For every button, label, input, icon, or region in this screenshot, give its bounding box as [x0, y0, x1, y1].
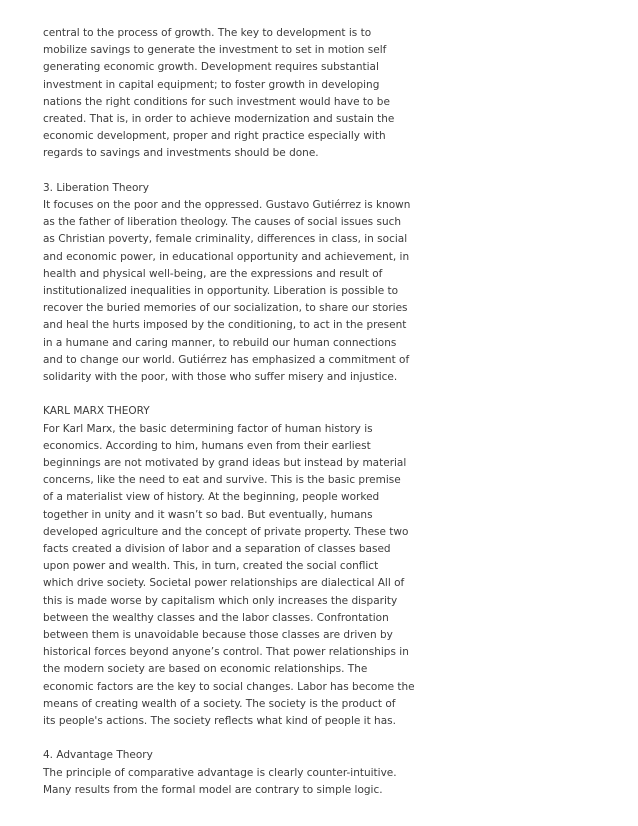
text-line: which drive society. Societal power relationships are dialectical All of — [43, 577, 405, 590]
text-line: historical forces beyond anyone’s control. That power relationships in — [43, 646, 409, 659]
paragraph-spacer — [43, 163, 393, 180]
text-line: means of creating wealth of a society. The society is the product of — [43, 697, 396, 710]
text-line: concerns, like the need to eat and survive. This is the basic premise — [43, 474, 401, 487]
text-line: of a materialist view of history. At the beginning, people worked — [43, 491, 380, 504]
text-line: and economic power, in educational opportunity and achievement, in — [43, 250, 410, 263]
text-line: and to change our world. Gutiérrez has emphasized a commitment of — [43, 353, 410, 366]
text-line: economic factors are the key to social changes. Labor has become the — [43, 680, 415, 693]
text-line: central to the process of growth. The key to development is to — [43, 27, 372, 39]
section-heading: 4. Advantage Theory — [43, 749, 153, 762]
text-line: upon power and wealth. This, in turn, created the social conflict — [43, 560, 379, 573]
text-line: It focuses on the poor and the oppressed. Gustavo Gutiérrez is known — [43, 199, 411, 212]
growth-paragraph — [43, 25, 393, 163]
text-line: as the father of liberation theology. The causes of social issues such — [43, 216, 402, 229]
text-line: nations the right conditions for such investment would have to be — [43, 95, 390, 108]
advantage-theory-section — [43, 747, 397, 799]
text-line: the modern society are based on economic relationships. The — [43, 663, 368, 676]
text-line: created. That is, in order to achieve modernization and sustain the — [43, 113, 395, 126]
section-heading: KARL MARX THEORY — [43, 405, 150, 418]
text-line: in a humane and caring manner, to rebuild our human connections — [43, 336, 397, 349]
text-line: this is made worse by capitalism which only increases the disparity — [43, 594, 398, 607]
liberation-theory-section — [43, 180, 411, 386]
text-line: regards to savings and investments should be done. — [43, 147, 319, 160]
text-line: recover the buried memories of our socialization, to share our stories — [43, 302, 408, 315]
text-line: Many results from the formal model are contrary to simple logic. — [43, 783, 383, 796]
text-line: solidarity with the poor, with those who suffer misery and injustice. — [43, 371, 398, 384]
text-line: its people's actions. The society reflects what kind of people it has. — [43, 715, 396, 728]
section-heading: 3. Liberation Theory — [43, 181, 149, 194]
text-line: generating economic growth. Development requires substantial — [43, 61, 379, 74]
text-line: economics. According to him, humans even from their earliest — [43, 439, 371, 452]
text-line: between them is unavoidable because those classes are driven by — [43, 629, 393, 642]
text-line: together in unity and it wasn’t so bad. But eventually, humans — [43, 508, 373, 521]
text-line: The principle of comparative advantage is clearly counter-intuitive. — [43, 766, 397, 779]
text-line: For Karl Marx, the basic determining factor of human history is — [43, 422, 373, 435]
text-line: facts created a division of labor and a separation of classes based — [43, 543, 391, 556]
text-line: beginnings are not motivated by grand ideas but instead by material — [43, 457, 407, 470]
text-line: between the wealthy classes and the labor classes. Confrontation — [43, 611, 389, 624]
text-line: mobilize savings to generate the investment to set in motion self — [43, 44, 387, 57]
text-line: health and physical well-being, are the expressions and result of — [43, 267, 383, 280]
document-page — [43, 25, 415, 799]
paragraph-spacer — [43, 730, 393, 747]
text-line: economic development, proper and right practice especially with — [43, 130, 386, 143]
paragraph-spacer — [43, 386, 393, 403]
text-line: developed agriculture and the concept of private property. These two — [43, 525, 409, 538]
text-line: institutionalized inequalities in opportunity. Liberation is possible to — [43, 285, 399, 298]
text-line: investment in capital equipment; to foster growth in developing — [43, 78, 380, 91]
text-line: and heal the hurts imposed by the conditioning, to act in the present — [43, 319, 407, 332]
karl-marx-section — [43, 403, 415, 730]
text-line: as Christian poverty, female criminality, differences in class, in social — [43, 233, 408, 246]
